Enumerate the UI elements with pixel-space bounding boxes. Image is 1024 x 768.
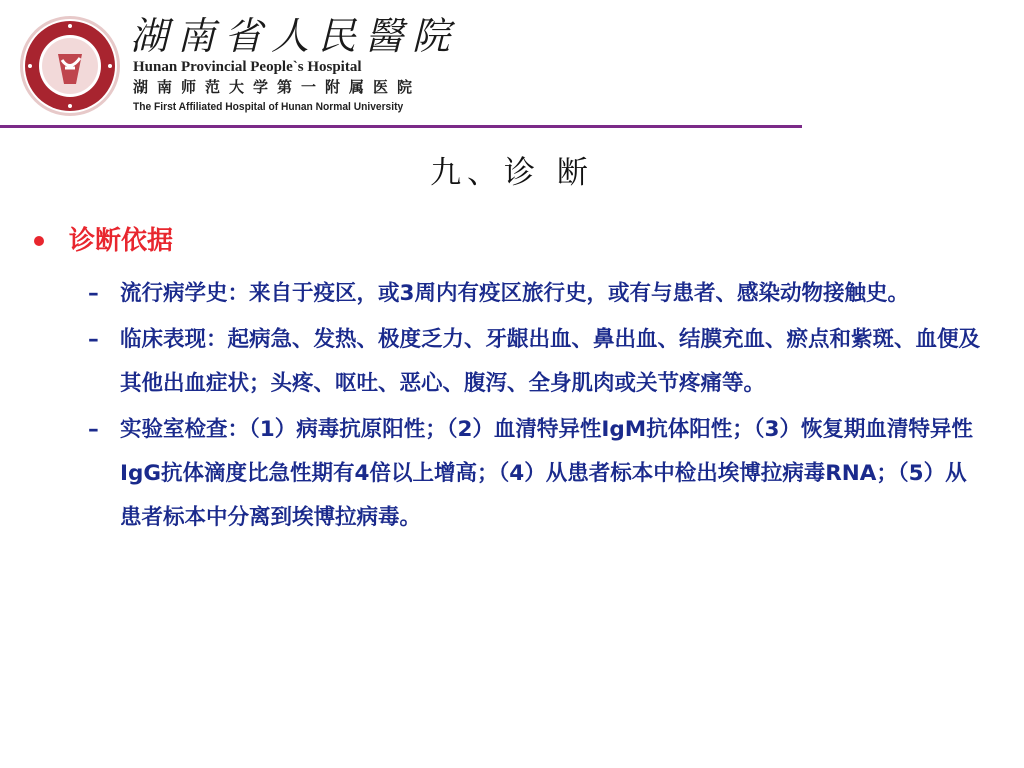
hospital-calligraphy-name: 湖南省人民醫院 bbox=[130, 14, 460, 58]
dash-marker: – bbox=[88, 417, 99, 442]
list-item-text: 流行病学史：来自于疫区，或3周内有疫区旅行史，或有与患者、感染动物接触史。 bbox=[120, 281, 909, 306]
list-item-clinical bbox=[88, 318, 988, 406]
bullet-diagnosis-basis bbox=[34, 221, 173, 261]
slide-title: 九、诊 断 bbox=[430, 155, 594, 191]
hospital-english-name: Hunan Provincial People`s Hospital bbox=[133, 59, 362, 75]
university-english-name: The First Affiliated Hospital of Hunan Normal University bbox=[133, 101, 404, 113]
list-item-text: 临床表现：起病急、发热、极度乏力、牙龈出血、鼻出血、结膜充血、瘀点和紫斑、血便及其他出血症状；头疼、呕吐、恶心、腹泻、全身肌肉或关节疼痛等。 bbox=[120, 327, 981, 396]
criteria-list bbox=[88, 272, 988, 542]
hospital-seal-icon bbox=[18, 14, 122, 118]
dash-marker: – bbox=[88, 327, 99, 352]
list-item-epidemiology bbox=[88, 272, 988, 316]
university-chinese-name: 湖南师范大学第一附属医院 bbox=[133, 78, 422, 96]
header-divider bbox=[0, 125, 802, 128]
list-item-text: 实验室检查：（1）病毒抗原阳性；（2）血清特异性IgM抗体阳性；（3）恢复期血清特异性IgG抗体滴度比急性期有4倍以上增高；（4）从患者标本中检出埃博拉病毒RNA；（5）从患者标本中分离到埃博拉病毒。 bbox=[120, 417, 973, 530]
bullet-heading: 诊断依据 bbox=[69, 226, 174, 256]
slide-header bbox=[0, 0, 1024, 130]
bullet-dot-icon bbox=[34, 236, 44, 246]
dash-marker: – bbox=[88, 281, 99, 306]
list-item-laboratory bbox=[88, 408, 988, 540]
